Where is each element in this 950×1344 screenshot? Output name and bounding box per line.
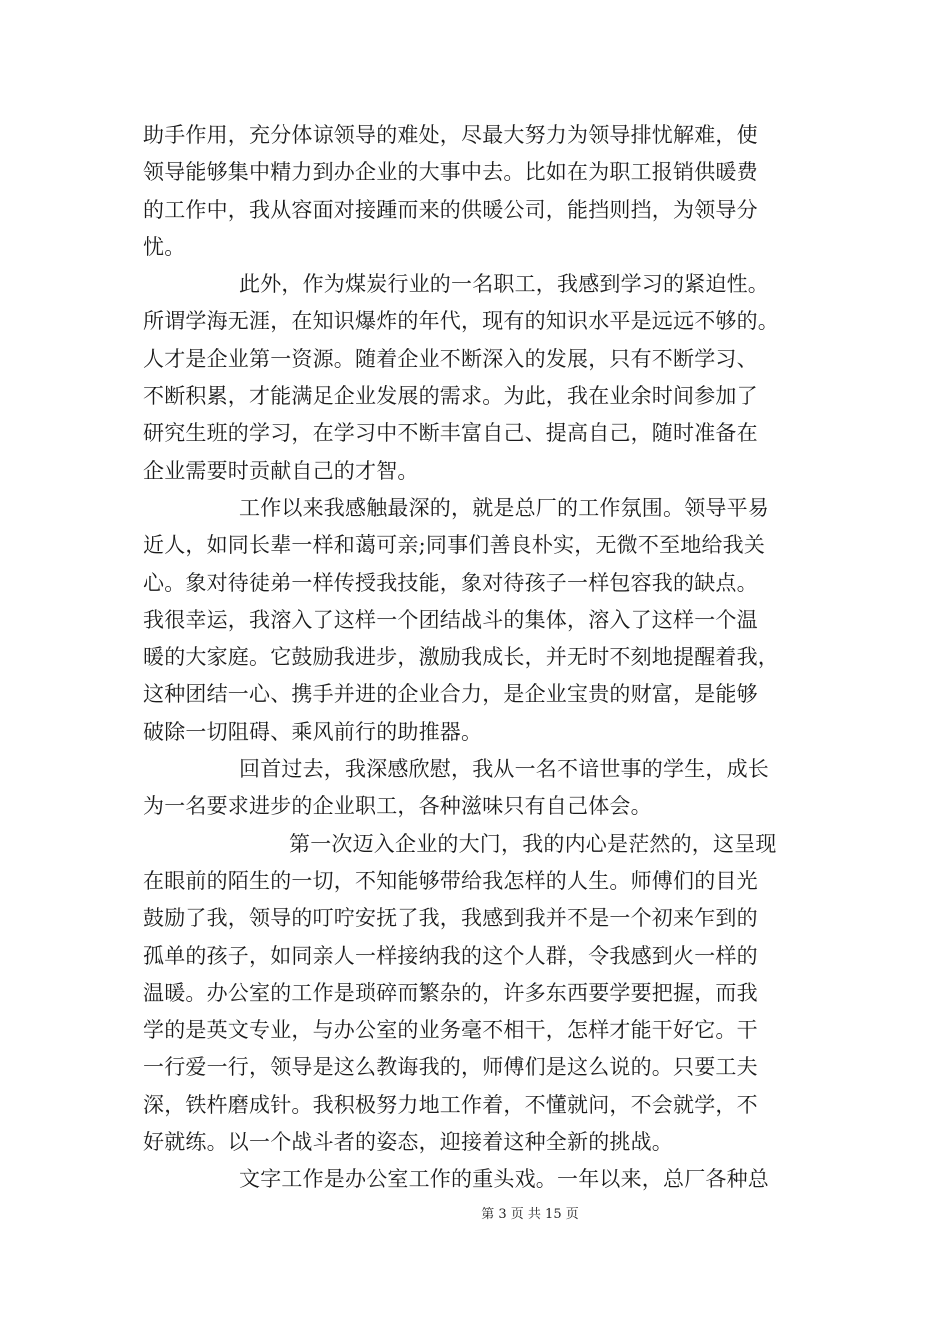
text-line: 学的是英文专业，与办公室的业务毫不相干，怎样才能干好它。干: [143, 1018, 758, 1043]
paragraph-first-line: 此外，作为煤炭行业的一名职工，我感到学习的紧迫性。: [239, 272, 769, 297]
text-line: 为一名要求进步的企业职工，各种滋味只有自己体会。: [143, 794, 652, 819]
text-line: 的工作中，我从容面对接踵而来的供暖公司，能挡则挡，为领导分: [143, 197, 758, 222]
text-line: 好就练。以一个战斗者的姿态，迎接着这种全新的挑战。: [143, 1130, 673, 1155]
text-line: 所谓学海无涯，在知识爆炸的年代，现有的知识水平是远远不够的。: [143, 309, 779, 334]
text-line: 心。象对待徒弟一样传授我技能，象对待孩子一样包容我的缺点。: [143, 570, 758, 595]
page-footer: [0, 1206, 950, 1224]
text-line: 破除一切阻碍、乘风前行的助推器。: [143, 719, 483, 744]
paragraph-first-line: 第一次迈入企业的大门，我的内心是茫然的，这呈现: [289, 831, 777, 856]
text-line: 我很幸运，我溶入了这样一个团结战斗的集体，溶入了这样一个温: [143, 607, 758, 632]
text-line: 企业需要时贡献自己的才智。: [143, 458, 419, 483]
text-line: 研究生班的学习，在学习中不断丰富自己、提高自己，随时准备在: [143, 421, 758, 446]
paragraph-first-line: 文字工作是办公室工作的重头戏。一年以来，总厂各种总: [239, 1167, 769, 1192]
text-line: 这种团结一心、携手并进的企业合力，是企业宝贵的财富，是能够: [143, 682, 758, 707]
text-line: 孤单的孩子，如同亲人一样接纳我的这个人群，令我感到火一样的: [143, 943, 758, 968]
text-line: 深，铁杵磨成针。我积极努力地工作着，不懂就问，不会就学，不: [143, 1092, 758, 1117]
text-line: 忧。: [143, 234, 186, 259]
text-line: 一行爱一行，领导是这么教诲我的，师傅们是这么说的。只要工夫: [143, 1055, 758, 1080]
text-line: 暖的大家庭。它鼓励我进步，激励我成长，并无时不刻地提醒着我，: [143, 645, 779, 670]
text-line: 助手作用，充分体谅领导的难处，尽最大努力为领导排忧解难，使: [143, 123, 758, 147]
text-line: 领导能够集中精力到办企业的大事中去。比如在为职工报销供暖费: [143, 160, 758, 185]
text-line: 人才是企业第一资源。随着企业不断深入的发展，只有不断学习、: [143, 346, 758, 371]
text-line: 不断积累，才能满足企业发展的需求。为此，我在业余时间参加了: [143, 384, 758, 409]
text-line: 温暖。办公室的工作是琐碎而繁杂的，许多东西要学要把握，而我: [143, 980, 758, 1005]
text-line: 在眼前的陌生的一切，不知能够带给我怎样的人生。师傅们的目光: [143, 868, 758, 893]
paragraph-first-line: 回首过去，我深感欣慰，我从一名不谙世事的学生，成长: [239, 757, 769, 782]
document-body: [143, 117, 813, 1199]
paragraph-first-line: 工作以来我感触最深的，就是总厂的工作氛围。领导平易: [239, 495, 769, 520]
text-line: 鼓励了我，领导的叮咛安抚了我，我感到我并不是一个初来乍到的: [143, 906, 758, 931]
text-line: 近人，如同长辈一样和蔼可亲;同事们善良朴实，无微不至地给我关: [143, 533, 766, 558]
page-number-label: 第 3 页 共 15 页: [481, 1207, 579, 1222]
